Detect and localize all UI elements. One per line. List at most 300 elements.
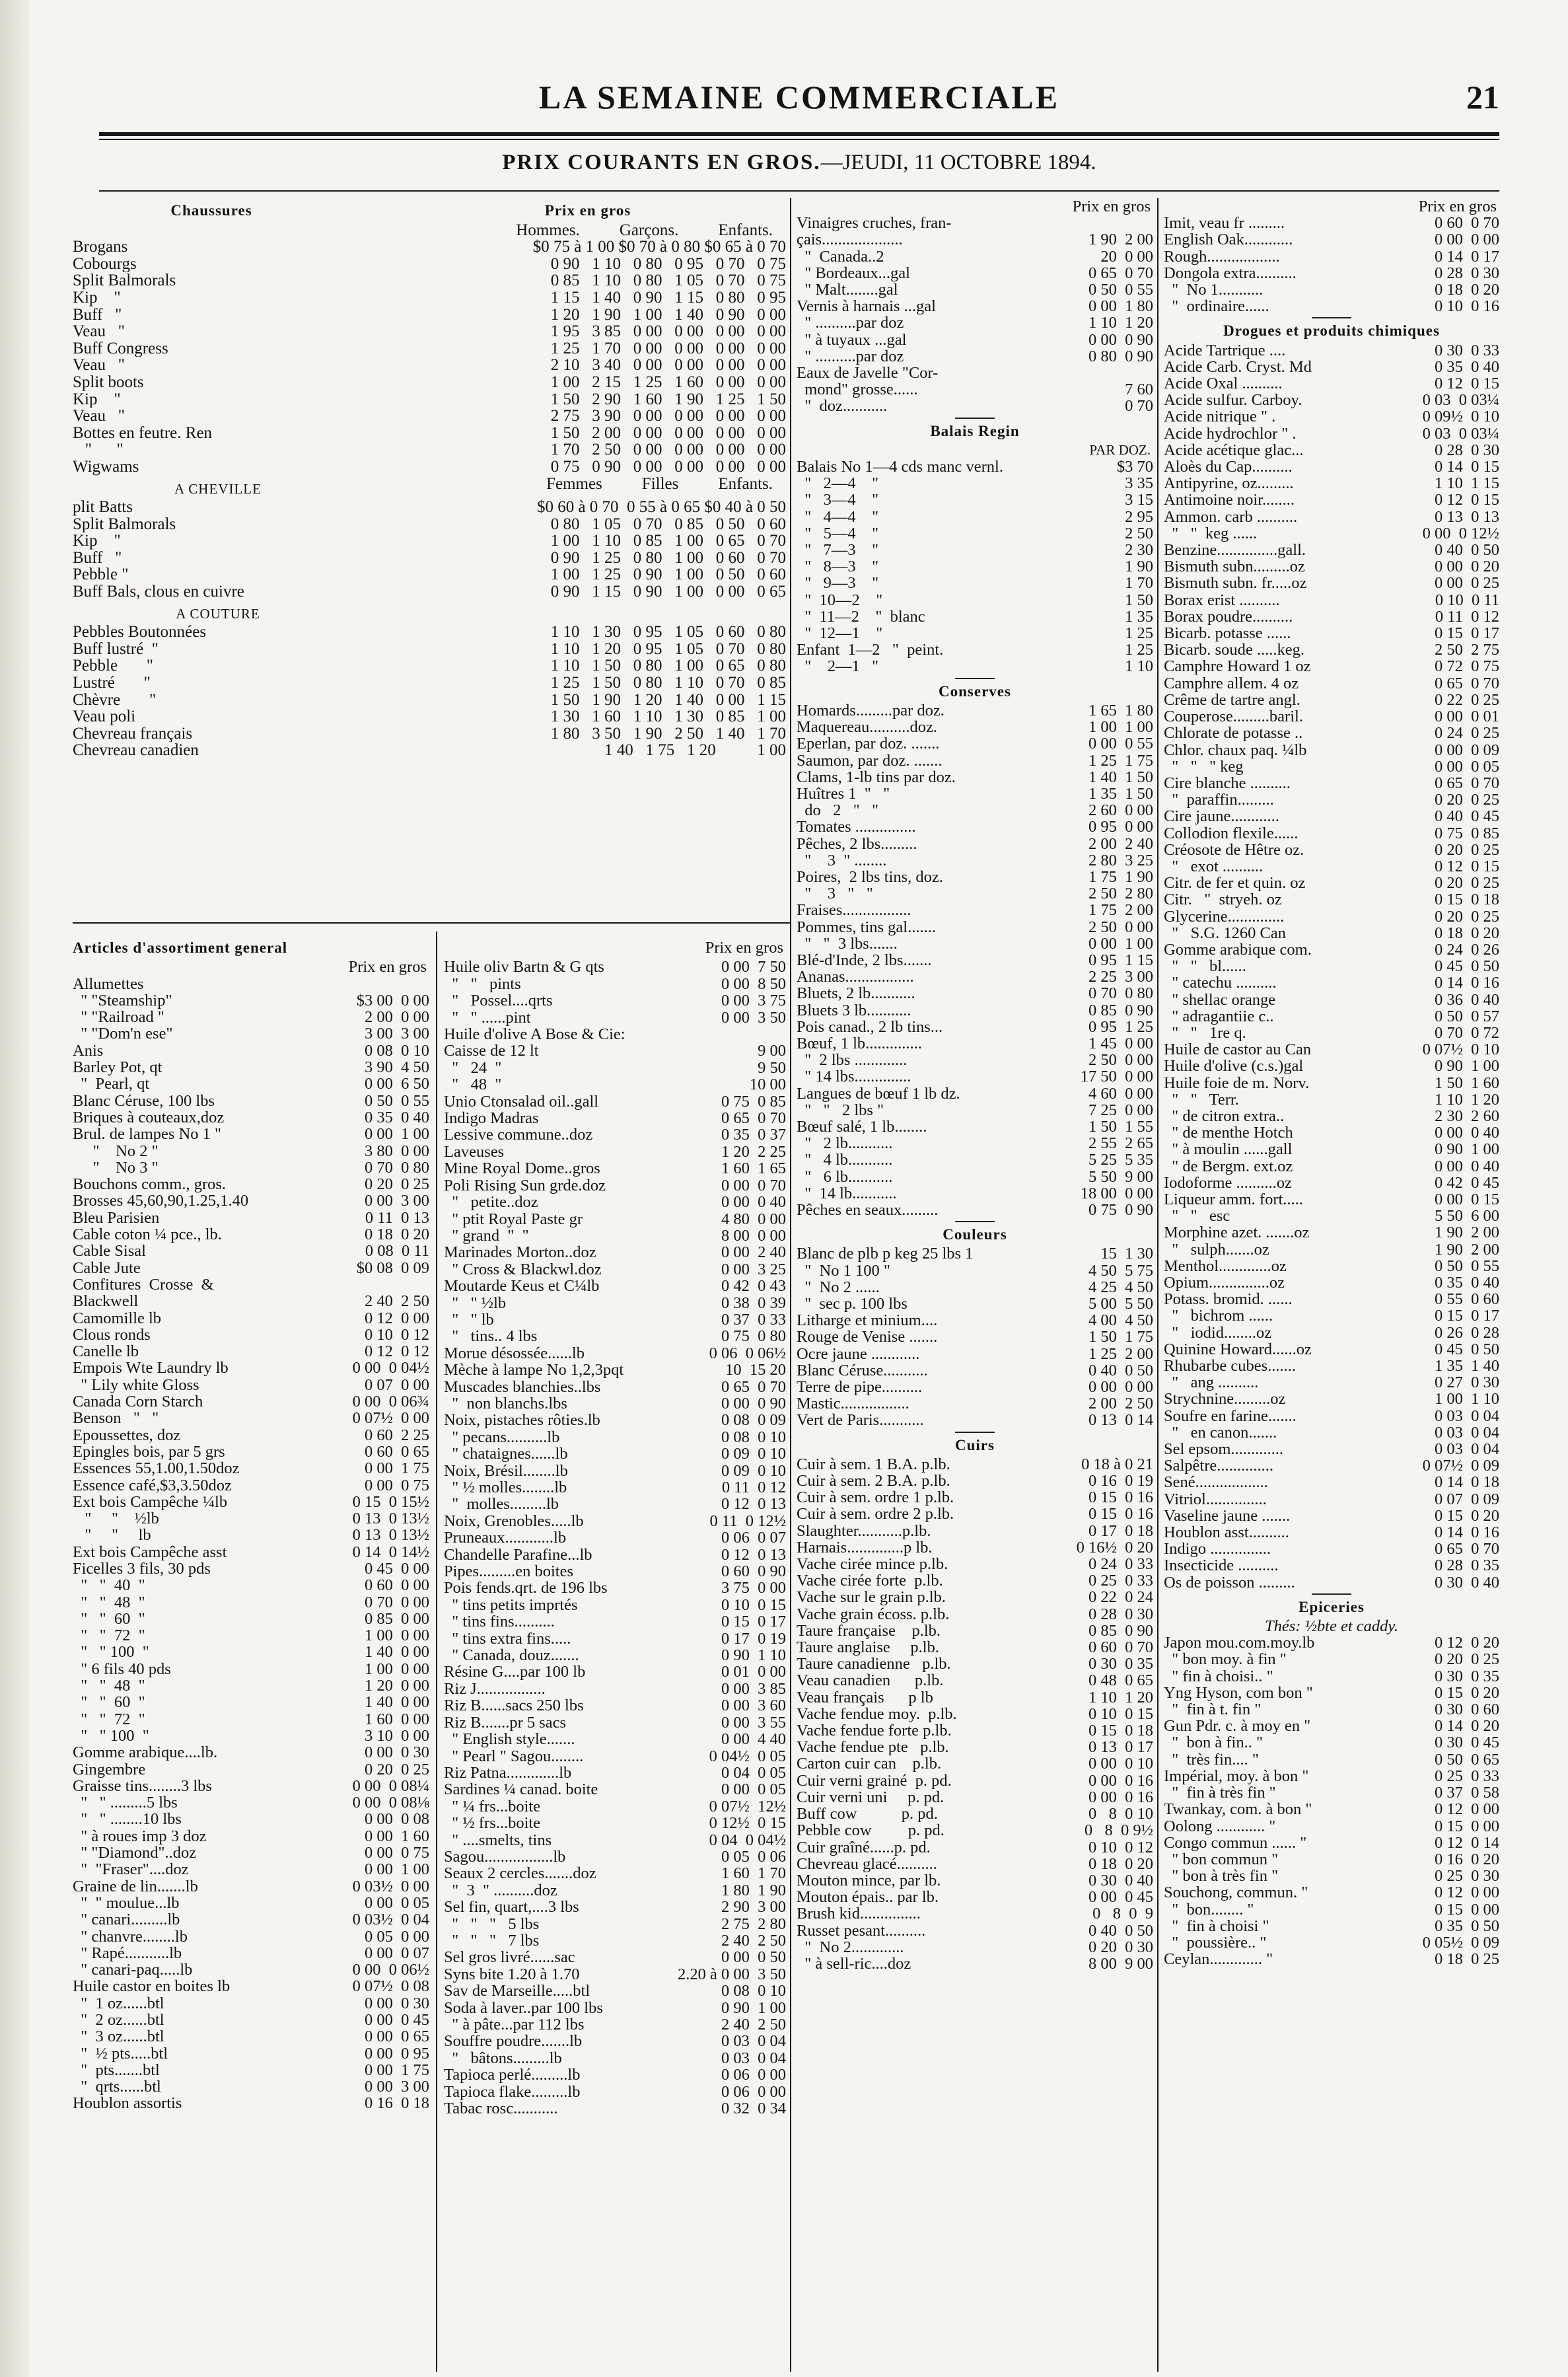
- item-name: Sardines ¼ canad. boite: [444, 1781, 598, 1798]
- item-name: " 3 " ..........doz: [444, 1882, 557, 1899]
- subheader-label: PRIX COURANTS EN GROS.: [502, 151, 821, 174]
- price-row: [1164, 658, 1499, 675]
- assortiment-price-title: Prix en gros: [348, 958, 427, 976]
- subheader-date: —JEUDI, 11 OCTOBRE 1894.: [820, 151, 1096, 174]
- item-price: 2 50: [1125, 525, 1153, 542]
- price-row: [444, 1547, 786, 1563]
- item-price: 1 80 1 90: [721, 1882, 786, 1899]
- item-price: 0 32 0 34: [721, 2100, 786, 2117]
- item-name: Huile oliv Bartn & G qts: [444, 959, 604, 976]
- item-price: 0 00 3 85: [721, 1680, 786, 1698]
- item-price: 0 8 0 9: [1092, 1905, 1153, 1922]
- price-row: [797, 658, 1153, 675]
- chaussures-title: Chaussures: [170, 202, 252, 219]
- item-price: 0 22 0 24: [1088, 1589, 1153, 1606]
- chaussures-column-heads: [73, 222, 786, 239]
- price-row: [1164, 1325, 1499, 1341]
- item-price: 1 80 3 50 1 90 2 50 1 40 1 70: [550, 725, 786, 743]
- price-row: [73, 1694, 429, 1710]
- item-name: Sagou.................lb: [444, 1848, 566, 1866]
- price-row: [73, 1327, 429, 1343]
- item-price: 2 50 2 80: [1088, 885, 1153, 902]
- item-name: " Canada..2: [797, 248, 884, 265]
- item-price: 0 40 0 45: [1435, 808, 1499, 825]
- assortiment-rows: [73, 976, 429, 2112]
- item-name: " No 3 ": [73, 1159, 159, 1177]
- item-price: 0 15 0 20: [1435, 1684, 1499, 1702]
- item-price: 0 18 0 20: [365, 1226, 429, 1243]
- price-row: [73, 641, 786, 658]
- item-name: " "Steamship": [73, 992, 172, 1009]
- item-name: Veau canadien p.lb.: [797, 1672, 944, 1689]
- item-name: " " 72 ": [73, 1627, 145, 1644]
- price-row: [1164, 1274, 1499, 1291]
- item-price: 0 00 1 00: [365, 1126, 429, 1143]
- item-name: Blé-d'Inde, 2 lbs.......: [797, 951, 932, 969]
- price-row: [73, 1761, 429, 1778]
- price-row: [73, 516, 786, 533]
- item-price: 0 70 0 80: [1088, 985, 1153, 1002]
- price-row: [1164, 1934, 1499, 1951]
- item-price: 0 00 3 00: [365, 2078, 429, 2096]
- item-price: 0 00 7 50: [721, 959, 786, 976]
- item-price: 0 00 1 60: [365, 1827, 429, 1845]
- item-name: Aloès du Cap..........: [1164, 458, 1293, 476]
- price-row: [1164, 1557, 1499, 1574]
- price-row: [1164, 675, 1499, 692]
- item-price: 1 10 1 15: [1435, 475, 1499, 492]
- price-row: [73, 1410, 429, 1426]
- price-row: [73, 1878, 429, 1895]
- price-row: [1164, 592, 1499, 608]
- item-price: 0 65 0 70: [1435, 675, 1499, 692]
- price-row: [73, 1945, 429, 1961]
- item-price: 1 30 1 60 1 10 1 30 0 85 1 00: [550, 708, 786, 725]
- item-price: 1 50 1 75: [1088, 1329, 1153, 1346]
- item-name: " " 3 lbs.......: [797, 935, 898, 952]
- item-price: 0 40 0 50: [1088, 1922, 1153, 1939]
- price-row: [797, 265, 1153, 281]
- item-name: " fin à t. fin ": [1164, 1701, 1262, 1718]
- item-price: 0 65 0 70: [1435, 1541, 1499, 1558]
- item-price: 0 00 0 95: [365, 2045, 429, 2062]
- item-name: Rhubarbe cubes.......: [1164, 1358, 1297, 1375]
- item-name: Vache grain écoss. p.lb.: [797, 1605, 950, 1623]
- item-name: Ext bois Campêche asst: [73, 1543, 227, 1560]
- item-price: 1 75 2 00: [1088, 902, 1153, 919]
- price-row: [797, 1922, 1153, 1939]
- price-row: [444, 1932, 786, 1949]
- price-row: [73, 1711, 429, 1728]
- price-row: [73, 357, 786, 374]
- price-row: [444, 2066, 786, 2083]
- price-row: [73, 1544, 429, 1560]
- price-row: [1164, 1175, 1499, 1191]
- price-row: [73, 238, 786, 256]
- item-name: Fraises.................: [797, 902, 911, 919]
- item-name: " ½ molles........lb: [444, 1479, 567, 1496]
- thes-line: Thés: ½bte et caddy.: [1264, 1617, 1399, 1636]
- item-price: 4 50 5 75: [1088, 1262, 1153, 1279]
- price-row: [797, 1872, 1153, 1889]
- item-name: Vert de Paris...........: [797, 1412, 924, 1429]
- item-name: Pebble ": [73, 566, 129, 584]
- item-price: 0 00 3 00: [365, 1192, 429, 1210]
- price-row: [444, 1042, 786, 1059]
- item-name: Liqueur amm. fort.....: [1164, 1190, 1303, 1208]
- price-row: [73, 1661, 429, 1677]
- price-row: [73, 1611, 429, 1627]
- item-name: " ": [73, 441, 124, 458]
- item-name: " 3 " ": [797, 885, 873, 902]
- item-price: 1 00 1 25 0 90 1 00 0 50 0 60: [550, 566, 786, 584]
- price-row: [1164, 641, 1499, 658]
- price-row: [1164, 1651, 1499, 1667]
- item-price: 0 60 0 90: [721, 1563, 786, 1580]
- price-row: [1164, 1901, 1499, 1918]
- price-row: [797, 1312, 1153, 1329]
- item-name: Buff Congress: [73, 340, 168, 357]
- item-price: 20 0 00: [1100, 248, 1153, 265]
- item-name: Collodion flexile......: [1164, 824, 1299, 842]
- item-name: Indigo Madras: [444, 1110, 539, 1127]
- item-name: " No 1 100 ": [797, 1262, 890, 1279]
- item-name: Saumon, par doz. .......: [797, 752, 943, 769]
- item-name: " bon à fin.. ": [1164, 1734, 1263, 1751]
- item-price: 0 20 0 25: [1435, 908, 1499, 925]
- item-name: " canari.........lb: [73, 1911, 180, 1928]
- price-row: [797, 1329, 1153, 1345]
- price-row: [73, 1059, 429, 1076]
- item-price: 0 80 1 05 0 70 0 85 0 50 0 60: [550, 515, 786, 533]
- item-name: Twankay, com. à bon ": [1164, 1801, 1312, 1818]
- item-price: 0 00 0 05: [365, 1894, 429, 1912]
- item-name: " iodid........oz: [1164, 1324, 1272, 1341]
- item-price: 0 08 0 10: [365, 1042, 429, 1060]
- item-name: Cuir à sem. 2 B.A. p.lb.: [797, 1473, 950, 1490]
- item-price: 0 13 0 17: [1088, 1739, 1153, 1756]
- cheville-rows: [73, 499, 786, 601]
- price-row: [1164, 1224, 1499, 1241]
- item-price: 0 14 0 14½: [352, 1543, 429, 1560]
- item-name: Rough..................: [1164, 248, 1280, 265]
- price-row: [1164, 1025, 1499, 1041]
- price-row: [73, 1009, 429, 1025]
- item-name: Muscades blanchies..lbs: [444, 1378, 601, 1395]
- balais-price-head: PAR DOZ.: [1089, 441, 1151, 458]
- price-row: [797, 1395, 1153, 1412]
- price-row: [797, 1245, 1153, 1262]
- item-price: 0 06 0 00: [721, 2066, 786, 2084]
- item-name: " 2 lbs .............: [797, 1052, 908, 1069]
- price-row: [797, 1839, 1153, 1856]
- item-price: 0 10 0 12: [1088, 1839, 1153, 1856]
- item-price: 0 00 0 50: [721, 1949, 786, 1966]
- item-name: Ceylan............. ": [1164, 1951, 1273, 1968]
- item-price: 0 00 3 75: [721, 992, 786, 1009]
- item-name: " Bordeaux...gal: [797, 264, 910, 282]
- item-name: Empois Wte Laundry lb: [73, 1360, 229, 1377]
- item-name: Insecticide ..........: [1164, 1557, 1279, 1574]
- item-price: 1 90: [1125, 558, 1153, 575]
- item-name: Cuir à sem. ordre 1 p.lb.: [797, 1489, 954, 1506]
- item-name: " ....smelts, tins: [444, 1831, 552, 1848]
- item-price: 2 50 0 00: [1088, 1052, 1153, 1069]
- item-price: 4 25 4 50: [1088, 1278, 1153, 1296]
- item-name: Iodoforme ..........oz: [1164, 1174, 1292, 1191]
- price-row: [797, 1412, 1153, 1428]
- item-name: Noix, Brésil........lb: [444, 1462, 568, 1479]
- item-price: 0 60 0 00: [365, 1577, 429, 1594]
- price-row: [73, 675, 786, 692]
- item-price: 1 70: [1125, 575, 1153, 592]
- price-row: [73, 1811, 429, 1827]
- item-price: 1 65 1 80: [1088, 702, 1153, 719]
- price-row: [444, 2000, 786, 2016]
- item-price: 0 00 0 70: [721, 1177, 786, 1194]
- price-row: [797, 398, 1153, 414]
- item-price: 2 95: [1125, 508, 1153, 525]
- price-row: [1164, 1374, 1499, 1391]
- item-price: 0 04½ 0 05: [709, 1747, 786, 1765]
- price-row: [73, 1192, 429, 1209]
- item-price: 0 15 0 16: [1088, 1506, 1153, 1523]
- item-name: Gomme arabique....lb.: [73, 1744, 218, 1761]
- price-row: [797, 1379, 1153, 1395]
- item-price: 0 35 0 40: [365, 1109, 429, 1126]
- item-price: 0 00 1 75: [365, 1460, 429, 1477]
- item-name: " " .........5 lbs: [73, 1794, 178, 1811]
- price-row: [797, 332, 1153, 348]
- item-name: " 2—1 ": [797, 658, 879, 675]
- item-price: 0 00 0 90: [721, 1395, 786, 1412]
- price-row: [797, 381, 1153, 398]
- price-row: [1164, 1801, 1499, 1817]
- item-name: Sel epsom.............: [1164, 1441, 1284, 1458]
- item-name: " shellac orange: [1164, 991, 1276, 1008]
- item-price: 1 00 1 10 0 85 1 00 0 65 0 70: [550, 532, 786, 550]
- item-price: 1 90 2 00: [1435, 1224, 1499, 1241]
- item-price: 0 40 0 50: [1435, 542, 1499, 559]
- item-price: 2 90 3 00: [721, 1899, 786, 1916]
- item-price: 0 11 0 13: [365, 1209, 429, 1227]
- item-price: 0 00 0 09: [1435, 741, 1499, 758]
- cheville-title: A CHEVILLE: [174, 480, 262, 497]
- price-row: [797, 1589, 1153, 1605]
- price-row: [797, 248, 1153, 265]
- item-price: 0 26 0 28: [1435, 1324, 1499, 1341]
- item-name: " à sell-ric....doz: [797, 1955, 911, 1973]
- item-price: 0 24 0 25: [1435, 725, 1499, 742]
- item-name: " " 60 ": [73, 1610, 145, 1628]
- price-row: [73, 1143, 429, 1159]
- item-name: Bicarb. soude .....keg.: [1164, 641, 1304, 659]
- item-price: 0 03 0 03¼: [1422, 392, 1499, 409]
- item-name: Gomme arabique com.: [1164, 941, 1312, 959]
- price-row: [1164, 248, 1499, 265]
- item-name: Os de poisson .........: [1164, 1574, 1295, 1591]
- couleurs-title: Couleurs: [943, 1226, 1007, 1243]
- item-name: " très fin.... ": [1164, 1751, 1259, 1768]
- divider-bar: [955, 1432, 995, 1433]
- item-price: 0 09 0 10: [721, 1445, 786, 1463]
- item-price: 0 03 0 03¼: [1422, 425, 1499, 442]
- price-row: [1164, 1457, 1499, 1474]
- item-price: 4 00 4 50: [1088, 1312, 1153, 1329]
- item-name: Buff Bals, clous en cuivre: [73, 583, 244, 601]
- item-name: " 11—2 " blanc: [797, 608, 925, 626]
- item-name: " " ......pint: [444, 1009, 531, 1027]
- item-name: " Canada, douz.......: [444, 1647, 579, 1664]
- item-name: Citr. " stryeh. oz: [1164, 891, 1282, 908]
- item-name: " " ........10 lbs: [73, 1811, 182, 1828]
- item-name: Gingembre: [73, 1761, 146, 1778]
- item-price: 0 30 0 35: [1435, 1667, 1499, 1685]
- item-name: " " 48 ": [73, 1593, 145, 1611]
- item-price: 0 15 0 17: [1435, 625, 1499, 642]
- price-row: [1164, 708, 1499, 725]
- item-name: " grand " ": [444, 1227, 529, 1245]
- item-name: " fin à choisi ": [1164, 1917, 1269, 1934]
- item-price: 0 15 0 17: [721, 1613, 786, 1630]
- price-row: [73, 289, 786, 307]
- price-row: [444, 1748, 786, 1765]
- price-row: [73, 374, 786, 391]
- item-price: 0 00 0 75: [365, 1477, 429, 1494]
- item-price: 0 30 0 40: [1088, 1872, 1153, 1889]
- item-name: " " " keg: [1164, 758, 1244, 775]
- price-row: [1164, 1408, 1499, 1424]
- balais-title: Balais Regin: [930, 422, 1020, 439]
- item-price: 0 65 0 70: [721, 1378, 786, 1395]
- price-row: [444, 1311, 786, 1328]
- price-row: [73, 1978, 429, 1994]
- column-divider: [1157, 198, 1158, 2372]
- price-row: [1164, 1258, 1499, 1274]
- item-price: 0 00 0 01: [1435, 708, 1499, 725]
- item-price: 0 00 0 12½: [1422, 525, 1499, 542]
- cheville-column-heads: [363, 476, 786, 499]
- item-name: Citr. de fer et quin. oz: [1164, 875, 1306, 892]
- item-price: 0 00 0 00: [1435, 231, 1499, 248]
- item-price: 0 00 1 00: [365, 1861, 429, 1878]
- item-price: 0 14 0 18: [1435, 1474, 1499, 1491]
- price-row: [444, 1966, 786, 1983]
- divider-bar: [1312, 1593, 1351, 1595]
- item-price: 0 18 0 20: [1435, 281, 1499, 299]
- item-name: Confitures Crosse &: [73, 1276, 214, 1294]
- price-row: [797, 1506, 1153, 1522]
- price-row: [1164, 1884, 1499, 1901]
- item-name: Camphre allem. 4 oz: [1164, 675, 1299, 692]
- item-name: Noix, pistaches rôties.lb: [444, 1412, 600, 1429]
- price-row: [73, 340, 786, 357]
- price-row: [444, 1144, 786, 1160]
- item-name: " 9—3 ": [797, 575, 879, 592]
- item-name: Vaseline jaune .......: [1164, 1507, 1291, 1525]
- price-row: [73, 1845, 429, 1861]
- price-row: [797, 1623, 1153, 1639]
- price-row: [1164, 1391, 1499, 1407]
- item-price: 0 65 0 70: [1088, 264, 1153, 282]
- item-price: 1 25: [1125, 625, 1153, 642]
- price-row: [1164, 525, 1499, 542]
- price-row: [1164, 342, 1499, 359]
- price-row: [73, 1861, 429, 1878]
- item-name: Taure anglaise p.lb.: [797, 1639, 939, 1656]
- item-price: 1 00 1 10: [1435, 1391, 1499, 1408]
- item-price: 0 90 1 10 0 80 0 95 0 70 0 75: [550, 255, 786, 273]
- item-name: " " " 7 lbs: [444, 1932, 540, 1950]
- huiles-rows: [444, 959, 786, 2117]
- item-price: 2 00 0 00: [365, 1009, 429, 1026]
- item-price: 0 00 2 40: [721, 1244, 786, 1261]
- item-price: 0 72 0 75: [1435, 658, 1499, 675]
- price-row: [444, 1832, 786, 1848]
- item-price: 0 18 0 20: [1088, 1855, 1153, 1872]
- price-row: [1164, 1835, 1499, 1851]
- item-price: 0 90 1 00: [1435, 1141, 1499, 1158]
- item-name: Dongola extra..........: [1164, 264, 1297, 282]
- item-price: 0 15 0 16: [1088, 1489, 1153, 1506]
- item-price: 1 60 0 00: [365, 1710, 429, 1728]
- item-price: 0 10 0 16: [1435, 298, 1499, 315]
- item-price: $0 60 à 0 70 0 55 à 0 65 $0 40 à 0 50: [536, 499, 786, 516]
- item-name: Tapioca flake.........lb: [444, 2083, 581, 2101]
- price-row: [73, 1393, 429, 1410]
- price-row: [797, 1606, 1153, 1623]
- price-row: [1164, 891, 1499, 908]
- price-row: [1164, 1241, 1499, 1258]
- item-price: 0 30 0 45: [1435, 1734, 1499, 1751]
- price-row: [444, 1126, 786, 1143]
- price-row: [1164, 1701, 1499, 1718]
- price-row: [1164, 1524, 1499, 1541]
- item-name: Acide hydrochlor " .: [1164, 425, 1297, 442]
- item-name: Terre de pipe..........: [797, 1379, 923, 1396]
- price-row: [1164, 775, 1499, 791]
- price-row: [797, 919, 1153, 935]
- price-row: [797, 769, 1153, 786]
- price-row: [797, 1889, 1153, 1905]
- item-name: " molles.........lb: [444, 1496, 559, 1513]
- item-price: 3 15: [1125, 492, 1153, 509]
- item-price: 0 38 0 39: [721, 1294, 786, 1311]
- price-row: [73, 1778, 429, 1794]
- item-name: Strychnine.........oz: [1164, 1391, 1286, 1408]
- item-price: 0 10 0 12: [365, 1326, 429, 1344]
- item-price: 0 65 0 70: [721, 1110, 786, 1127]
- item-name: Riz B.......pr 5 sacs: [444, 1714, 567, 1732]
- item-name: Maquereau..........doz.: [797, 719, 937, 736]
- item-name: " tins extra fins.....: [444, 1630, 571, 1648]
- price-row: [797, 525, 1153, 542]
- item-price: 0 07½ 12½: [709, 1798, 786, 1815]
- item-name: Moutarde Keus et C¼lb: [444, 1278, 600, 1295]
- price-row: [73, 624, 786, 641]
- item-name: Bottes en feutre. Ren: [73, 424, 213, 442]
- item-price: 0 00 4 40: [721, 1731, 786, 1748]
- price-row: [797, 702, 1153, 719]
- price-row: [1164, 1951, 1499, 1967]
- price-row: [1164, 1718, 1499, 1734]
- item-price: 0 12 0 15: [1435, 375, 1499, 392]
- item-name: " Cross & Blackwl.doz: [444, 1261, 602, 1278]
- price-row: [73, 1928, 429, 1945]
- item-name: " " 1re q.: [1164, 1024, 1246, 1042]
- price-row: [73, 742, 786, 759]
- assortiment-title: Articles d'assortiment general: [73, 939, 288, 956]
